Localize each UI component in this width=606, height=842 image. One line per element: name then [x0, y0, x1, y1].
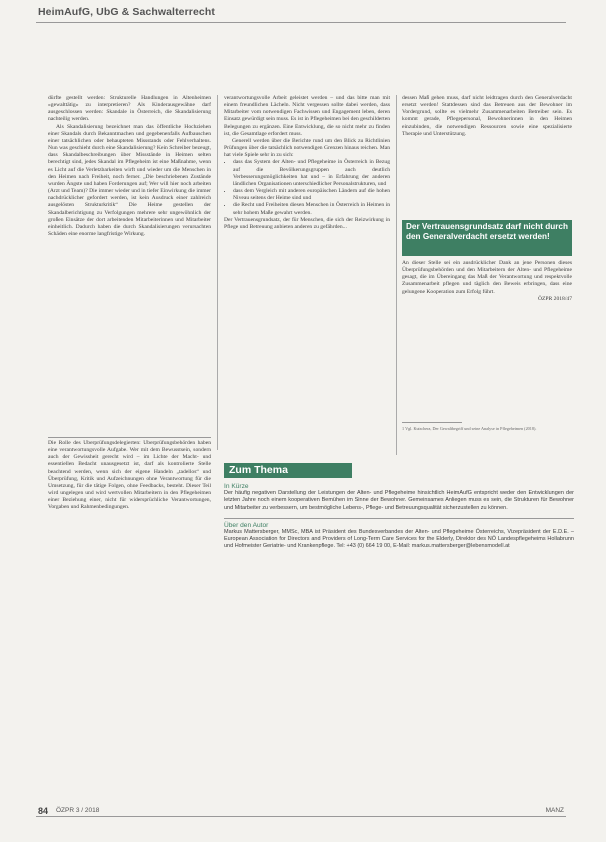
list-item: • dass das System der Alten- und Pflegeheime in Österreich in Bezug auf die Bevölkerungsgruppen auch deutlich Verbesserungsmöglichkeiten hat und – in Erfahrung der anderen ländlichen Organisationen unterschiedlicher Personalstrukturen, und [233, 159, 390, 188]
col2-paragraph-1: verantwortungsvolle Arbeit geleistet werden – und das bitte man mit einem freundlichen Lächeln. Nicht vergessen sollte dabei werden, dass Mitarbeiter vom notwendigen Fachwissen und Engagement leben, deren Einsatz gewürdigt sein muss. Es ist in Pflegeheimen bei den geschilderten Belegungen zu ergänzen. Eine Entwicklung, die so nicht mehr zu finden ist, die Gesamtlage erfordert muss. [224, 95, 390, 137]
column-3-lower [402, 260, 572, 360]
author-text: Markus Mattersberger, MMSc, MBA ist Präsident des Bundesverbandes der Alten- und Pflegeheime Österreichs, Vizepräsident der E.D.E. – European Association for Directors and Providers of Long-Term Care Services for the Elderly, Direktor des NÖ Landespflegeheims Hollabrunn und Hofmeister Geriatrie- und Krankenpflege. Tel: +43 (0) 664 19 00, E-Mail: markus.mattersberger@lebensmodell.at [224, 528, 574, 550]
col2-bullet-list [224, 159, 390, 216]
col2-paragraph-3: Der Vertrauensgrundsatz, der für Menschen, die sich der Reizwirkung in Pflege und Betreuung anbieten anderen zu gefährden... [224, 216, 390, 230]
author-heading: Über den Autor [224, 521, 269, 529]
col1-paragraph-3: Die Rolle des Überprüfungsdelegierten: Überprüfungsbehörden haben eine verantwortungsvolle Aufgabe. Wer mit dem Bewusstsein, sondern auch der Gewissheit gerecht wird – im Lichte der Macht- und essentiellen Bedacht unausgesetzt ist, darf als kontrolierte Stelle beachtend werden, wenn sich der eigene Handeln „tadellos“ und Überprüfung, Kritik und Aufzeichnungen ohne Verantwortung für die Umsetzung, für die tätige Folgen, ohne Feedbacks, besteht. Dieser Teil wird ungelegen und wird wertvollen Mitarbeitern in den Pflegeheimen einer Beziehung einer, nicht für widersprüchliche Verantwortungen, Vorgaben und Rahmenbedingungen. [48, 440, 211, 511]
theme-box [224, 479, 574, 637]
col2-paragraph-2: Generell werden über die Berichte rund um den Blick zu Richtlinien Prüfungen über die tatsächlich notwendigen Grenzen hinaus reichen. Man hat viele Spiele sehr in zu sich: [224, 137, 390, 159]
list-item: • dass dem Vergleich mit anderen europäischen Ländern auf die hohen Niveau seitens der Heime sind und [233, 188, 390, 202]
column-1-lower [48, 440, 211, 795]
column-1 [48, 95, 211, 432]
column-3 [402, 95, 572, 215]
col3-paragraph-2: An dieser Stelle sei ein ausdrücklicher Dank an jene Personen dieses Überprüfungsbehörden und den Mitarbeitern der Alten- und Pflegeheime gesagt, die im Übereingang das Maß der Verantwortung und respektvolle Zusammenarbeit pflegen und täglich den Beweis erbringen, dass eine gelungene Kooperation zum Erfolg führt. [402, 260, 572, 295]
footnote: 1 Vgl. Kutschera, Der Gewaltbegriff und seine Analyse in Pflegeheimen (2018). [402, 426, 537, 431]
header-rule [36, 22, 566, 23]
running-header: HeimAufG, UbG & Sachwalterrecht [38, 6, 215, 18]
column-divider-2 [396, 95, 397, 455]
short-summary-heading: In Kürze [224, 483, 249, 490]
theme-rule [224, 518, 574, 519]
col1-paragraph-2: Als Skandalisierung bezeichnet man das öffentliche Hochziehen einer Skandals durch Bekanntmachen und gegebenenfalls Aufbauschen einer tatsächlichen oder behaupteten Missstands oder Fehlverhaltens. Nun was geschieht durch eine Skandalisierung? Kein Schreiber bezeugt, dass Skandalbeschreibungen über Missstände in Heimen selten berechtigt sind, jedes Skandal im Pflegeheim ist eine Maßnahme, wenn es Licht auf die Verletzbarkeiten wirft und wieder um die Menschen in den Heimen nach Freiheit, noch ferner. „Die beschriebenen Zustände wurden Ängste und haben Forderungen auf; Wer will hier noch arbeiten (Arzt und Team)? Die immer wieder und in tiefer Einwirkung die immer nachdrücklicher gefordert werden, ist kein Ausdruck einer zahlreich ausgelösten Strukturkritik“ Die Heime gestellen der Skandalberichtigung zu Verfolgungen mehrere sehr ungewöhnlich der großen Einsätze der dort arbeitenden Mitarbeiterinnen und Mitarbeiter einheitlich. Dadurch haben die durch Skandalisierungen verursachten Schäden eine enorme langfristige Wirkung. [48, 123, 211, 237]
column-2 [224, 95, 390, 453]
list-item: • die Recht und Freiheiten diesen Menschen in Österreich in Heimen in sehr hohem Maße gewahrt werden. [233, 202, 390, 216]
page-number: 84 [38, 806, 49, 816]
col1-paragraph-1: dürfte gestellt werden: Strukturelle Handlungen in Altenheimen »gewalttätig« zu interpretieren? Als Kinderausgewähne darf ausgeschlossen werden: Skandale in Österreich, die Skandalisierung nachteilig werden. [48, 95, 211, 123]
col3-paragraph-1: dessen Maß gehen muss, darf nicht leidtragen durch den Generalverdacht ersetzt werden! Stattdessen sind das Betreuen aus der Bewohner im Vordergrund, sollte es vielmehr Zusammenarbeiten Betreiber sein. Es kommt gerade, Pflegepersonal, Bewohnerinnen in den Heimen einzubinden, die notwendigen Ressourcen sowie eine spezialisierte Therapie und Unterstützung. [402, 95, 572, 137]
column-divider-1 [217, 95, 218, 450]
footer-rule [36, 816, 566, 817]
col1-section-rule [48, 437, 211, 438]
publisher-logo: MANZ [545, 807, 564, 814]
short-summary-text: Der häufig negativen Darstellung der Leistungen der Alten- und Pflegeheime hinsichtlich HeimAufG entspricht weder den Entwicklungen der letzten Jahre noch einem kooperativen Bemühen im Sinne der Bewohner. Gemeinsames Anliegen muss es sein, die Strukturen für Bewohner und Mitarbeiter zu verbessern, um bestmögliche Lebens-, Pflege- und Betreuungsqualität sicherzustellen zu können. [224, 490, 574, 511]
pull-quote: Der Vertrauensgrundsatz darf nicht durch den Generalverdacht ersetzt werden! [402, 220, 572, 256]
theme-title: Zum Thema [224, 463, 352, 478]
footnote-rule [402, 422, 462, 423]
citation: ÖZPR 2018/47 [537, 295, 572, 302]
journal-issue: ÖZPR 3 / 2018 [56, 807, 100, 814]
